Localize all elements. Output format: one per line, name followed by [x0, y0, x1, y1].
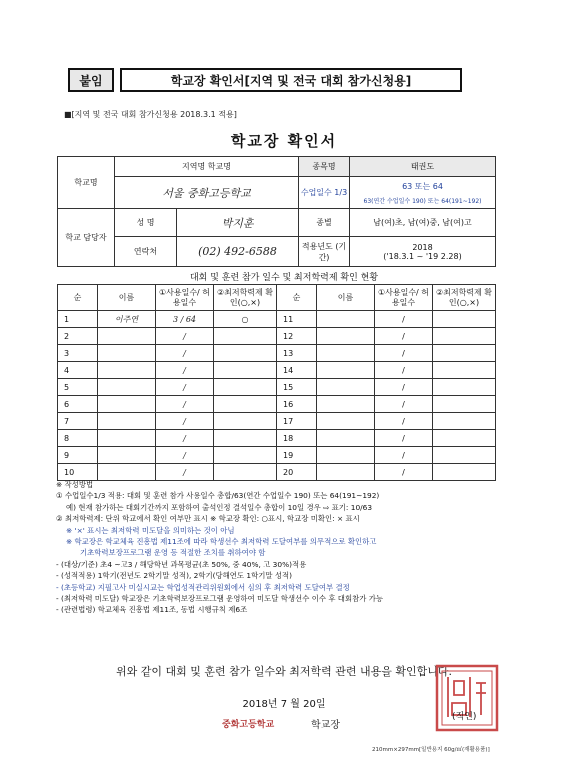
row-number: 5	[58, 379, 98, 396]
contact-label: 연락처	[115, 237, 177, 267]
table-row	[58, 464, 496, 481]
min-academic-check	[433, 311, 496, 328]
min-academic-check	[214, 396, 277, 413]
min-academic-check	[214, 447, 277, 464]
participant-name	[98, 396, 156, 413]
used-days: /	[156, 328, 214, 345]
participation-table	[57, 284, 496, 481]
row-number: 4	[58, 362, 98, 379]
table-row	[58, 447, 496, 464]
row-number: 18	[277, 430, 317, 447]
type-label: 종별	[299, 209, 350, 237]
paper-spec: 210mm×297mm[일반용지 60g/㎡(재활용품)]	[372, 747, 490, 753]
participant-name	[317, 328, 375, 345]
seal-label: (직인)	[452, 712, 477, 722]
participant-name	[317, 464, 375, 481]
table-row	[58, 362, 496, 379]
row-number: 8	[58, 430, 98, 447]
min-academic-check	[433, 328, 496, 345]
principal-label: 학교장	[311, 720, 340, 731]
used-days: /	[156, 430, 214, 447]
note-item: 기초학력보장프로그램 운영 등 적절한 조치를 취하여야 함	[80, 548, 266, 558]
days-sub: 63(연간 수업일수 190) 또는 64(191~192)	[363, 197, 482, 205]
participant-name	[317, 413, 375, 430]
note-item: ※ '×' 표시는 최저학력 미도달을 의미하는 것이 아님	[66, 525, 235, 535]
col-used: ①사용일수/ 허용일수	[156, 285, 214, 311]
table-row	[58, 396, 496, 413]
row-number: 14	[277, 362, 317, 379]
used-days: /	[375, 464, 433, 481]
participant-name	[98, 345, 156, 362]
row-number: 20	[277, 464, 317, 481]
header-title: 학교장 확인서[지역 및 전국 대회 참가신청용]	[120, 68, 462, 92]
table-row	[58, 430, 496, 447]
min-academic-check	[433, 430, 496, 447]
teacher-label: 학교 담당자	[58, 209, 115, 267]
days-value: 63 또는 64	[402, 181, 443, 191]
participant-name	[317, 311, 375, 328]
school-value: 서울 중화고등학교	[162, 186, 251, 200]
col-no: 순	[58, 285, 98, 311]
row-number: 3	[58, 345, 98, 362]
used-days: /	[375, 362, 433, 379]
used-days: /	[156, 447, 214, 464]
min-academic-check	[214, 413, 277, 430]
instructions	[56, 479, 504, 616]
application-note: ■[지역 및 전국 대회 참가신청용 2018.3.1 적용]	[64, 110, 237, 119]
document-title: 학교장 확인서	[230, 132, 338, 150]
participant-name	[317, 362, 375, 379]
note-item: - (관련법령) 학교체육 진흥법 제11조, 동법 시행규칙 제6조	[56, 605, 248, 615]
used-days: /	[156, 362, 214, 379]
year-value: 2018	[412, 242, 433, 252]
used-days: /	[375, 430, 433, 447]
used-days: /	[156, 379, 214, 396]
col-name: 이름	[98, 285, 156, 311]
participant-name	[317, 396, 375, 413]
min-academic-check	[433, 379, 496, 396]
col-used: ①사용일수/ 허용일수	[375, 285, 433, 311]
min-academic-check	[433, 396, 496, 413]
table-row	[58, 413, 496, 430]
name-label: 성 명	[115, 209, 177, 237]
table-row	[58, 328, 496, 345]
row-number: 16	[277, 396, 317, 413]
participant-name	[98, 328, 156, 345]
used-days: /	[375, 379, 433, 396]
name-value: 박지훈	[221, 216, 254, 230]
row-number: 13	[277, 345, 317, 362]
note-item: - (최저학력 미도달) 학교장은 기초학력보장프로그램 운영하여 미도달 학생선수 이수 후 대회참가 가능	[56, 594, 383, 604]
row-number: 12	[277, 328, 317, 345]
event-value: 태권도	[350, 157, 496, 177]
region-school-label: 지역명 학교명	[115, 157, 299, 177]
row-number: 7	[58, 413, 98, 430]
participant-name	[317, 430, 375, 447]
used-days: /	[156, 413, 214, 430]
participant-name	[98, 464, 156, 481]
participant-name	[98, 430, 156, 447]
note-item: 예) 현재 참가하는 대회기간까지 포함하여 출석인정 결석일수 총합이 10일 경우 ⇨ 표기: 10/63	[66, 502, 373, 512]
note-item: - (초등학교) 지필고사 미실시교는 학업성적관리위원회에서 심의 후 최저학력 도달여부 결정	[56, 582, 350, 592]
school-label: 학교명	[58, 157, 115, 209]
note-item: - (성적적용) 1학기(전년도 2학기말 성적), 2학기(당해연도 1학기말 성적)	[56, 571, 293, 581]
participant-name	[98, 413, 156, 430]
confirmation-text: 위와 같이 대회 및 훈련 참가 일수와 최저학력 관련 내용을 확인합니다.	[116, 665, 452, 678]
table-row	[58, 345, 496, 362]
signature-date: 2018년 7 월 20일	[242, 699, 326, 710]
row-number: 11	[277, 311, 317, 328]
min-academic-check	[214, 345, 277, 362]
participant-name	[317, 447, 375, 464]
min-academic-check	[433, 447, 496, 464]
note-item: - (대상/기준) 초4 ~고3 / 해당학년 과목평균(초 50%, 중 40%, 고 30%)적용	[56, 559, 307, 569]
col-no: 순	[277, 285, 317, 311]
min-academic-check	[214, 362, 277, 379]
used-days: /	[375, 345, 433, 362]
used-days: /	[375, 396, 433, 413]
participant-name	[317, 379, 375, 396]
row-number: 17	[277, 413, 317, 430]
note-item: ② 최저학력제: 단위 학교에서 확인 여부만 표시 ※ 학교장 확인: ○표시, 학교장 미확인: × 표시	[56, 514, 360, 524]
min-academic-check	[214, 328, 277, 345]
school-info-table	[57, 156, 496, 267]
used-days: /	[375, 328, 433, 345]
days-label: 수업일수 1/3	[299, 177, 350, 209]
participant-name	[317, 345, 375, 362]
row-number: 15	[277, 379, 317, 396]
col-min: ②최저학력제 확인(○,×)	[214, 285, 277, 311]
note-item: ① 수업일수1/3 적용: 대회 및 훈련 참가 사용일수 총합/63(연간 수업일수 190) 또는 64(191~192)	[56, 491, 380, 501]
table-row	[58, 311, 496, 328]
row-number: 10	[58, 464, 98, 481]
used-days: 3 / 64	[156, 311, 214, 328]
year-label: 적용년도 (기간)	[299, 237, 350, 267]
official-seal-icon	[434, 663, 500, 733]
contact-value: (02) 492-6588	[198, 245, 277, 258]
notes-heading: ※ 작성방법	[56, 480, 94, 489]
participant-name	[98, 362, 156, 379]
min-academic-check	[433, 362, 496, 379]
used-days: /	[156, 396, 214, 413]
min-academic-check	[214, 430, 277, 447]
school-name-stamp: 중화고등학교	[222, 720, 275, 730]
row-number: 1	[58, 311, 98, 328]
row-number: 19	[277, 447, 317, 464]
table-row	[58, 379, 496, 396]
col-min: ②최저학력제 확인(○,×)	[433, 285, 496, 311]
min-academic-check	[433, 464, 496, 481]
min-academic-check	[214, 379, 277, 396]
row-number: 2	[58, 328, 98, 345]
row-number: 9	[58, 447, 98, 464]
min-academic-check	[433, 345, 496, 362]
attachment-tag: 붙임	[68, 68, 114, 92]
row-number: 6	[58, 396, 98, 413]
min-academic-check	[214, 464, 277, 481]
min-academic-check	[433, 413, 496, 430]
year-range: ('18.3.1 ~ '19 2.28)	[383, 251, 462, 261]
col-name: 이름	[317, 285, 375, 311]
participant-name: 이주연	[98, 311, 156, 328]
participant-name	[98, 447, 156, 464]
used-days: /	[156, 345, 214, 362]
note-item: ※ 학교장은 학교체육 진흥법 제11조에 따라 학생선수 최저학력 도달여부를 의무적으로 확인하고	[66, 537, 377, 547]
used-days: /	[375, 447, 433, 464]
used-days: /	[375, 413, 433, 430]
type-value: 남(여)초, 남(여)중, 남(여)고	[350, 209, 496, 237]
event-label: 종목명	[299, 157, 350, 177]
min-academic-check: ○	[214, 311, 277, 328]
participant-name	[98, 379, 156, 396]
used-days: /	[375, 311, 433, 328]
used-days: /	[156, 464, 214, 481]
table-title: 대회 및 훈련 참가 일수 및 최저학력제 확인 현황	[189, 273, 379, 283]
